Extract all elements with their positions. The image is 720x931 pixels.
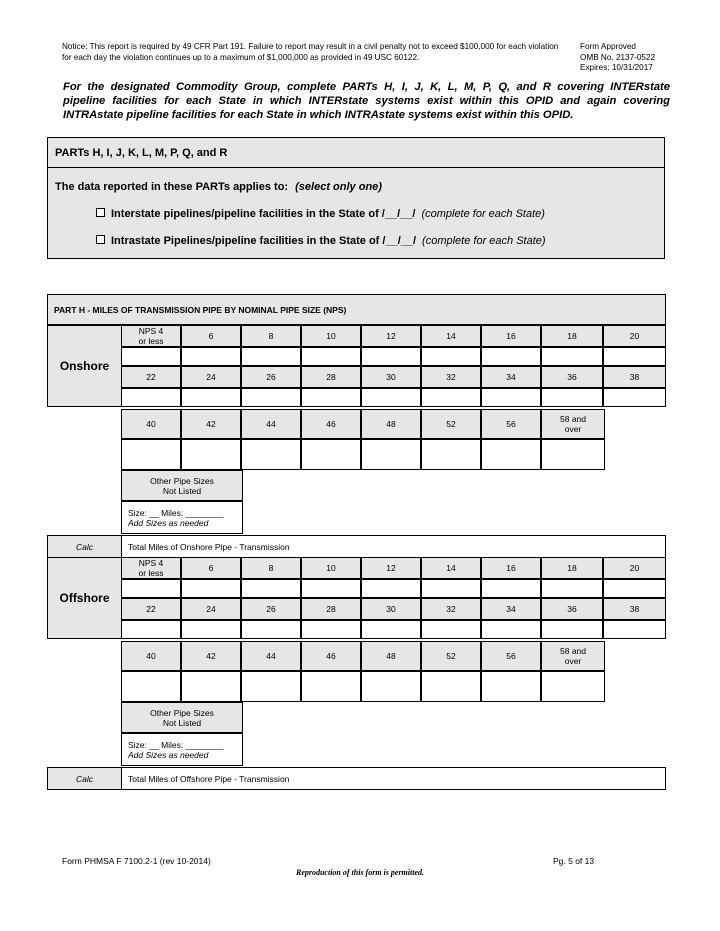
offshore-miles-input[interactable] — [481, 671, 541, 702]
offshore-miles-input[interactable] — [603, 620, 666, 639]
offshore-miles-input[interactable] — [241, 671, 301, 702]
onshore-miles-input[interactable] — [361, 347, 421, 366]
offshore-miles-input[interactable] — [421, 620, 481, 639]
page-number: Pg. 5 of 13 — [553, 856, 595, 866]
nps-size-header: 26 — [241, 598, 301, 620]
nps-size-header: 8 — [241, 557, 301, 579]
offshore-miles-input[interactable] — [421, 579, 481, 598]
onshore-miles-input[interactable] — [481, 439, 541, 470]
omb-number: OMB No. 2137-0522 — [580, 52, 656, 62]
offshore-miles-input[interactable] — [121, 620, 181, 639]
nps-size-header: 36 — [541, 366, 603, 388]
interstate-checkbox[interactable] — [96, 208, 105, 217]
nps-size-header: 48 — [361, 409, 421, 439]
nps-size-header: 14 — [421, 557, 481, 579]
nps-size-header: NPS 4 or less — [121, 325, 181, 347]
intrastate-option-hint: (complete for each State) — [422, 235, 546, 247]
onshore-miles-input[interactable] — [603, 347, 666, 366]
instruction-line: For the designated Commodity Group, complete PARTs H, I, J, K, L, M, P, Q, and R covering INTERstate — [63, 81, 670, 93]
onshore-miles-input[interactable] — [121, 388, 181, 407]
nps-size-header: 46 — [301, 641, 361, 671]
offshore-miles-input[interactable] — [541, 579, 603, 598]
onshore-miles-input[interactable] — [301, 347, 361, 366]
nps-size-header: 28 — [301, 366, 361, 388]
nps-size-header: 36 — [541, 598, 603, 620]
offshore-miles-input[interactable] — [181, 671, 241, 702]
nps-size-header: 32 — [421, 366, 481, 388]
nps-size-header: 40 — [121, 409, 181, 439]
onshore-miles-input[interactable] — [181, 347, 241, 366]
onshore-miles-input[interactable] — [121, 439, 181, 470]
nps-size-header: 58 and over — [541, 641, 605, 671]
onshore-miles-input[interactable] — [541, 388, 603, 407]
offshore-miles-input[interactable] — [361, 620, 421, 639]
nps-size-header: 20 — [603, 557, 666, 579]
nps-size-header: 38 — [603, 366, 666, 388]
nps-size-header: 20 — [603, 325, 666, 347]
onshore-miles-input[interactable] — [421, 439, 481, 470]
onshore-miles-input[interactable] — [361, 388, 421, 407]
nps-size-header: 40 — [121, 641, 181, 671]
nps-size-header: 16 — [481, 325, 541, 347]
nps-size-header: 34 — [481, 366, 541, 388]
onshore-label: Onshore — [47, 325, 122, 407]
onshore-miles-input[interactable] — [241, 347, 301, 366]
offshore-total-miles[interactable]: Total Miles of Offshore Pipe - Transmission — [121, 767, 666, 790]
nps-size-header: 14 — [421, 325, 481, 347]
nps-size-header: 58 and over — [541, 409, 605, 439]
nps-size-header: 16 — [481, 557, 541, 579]
nps-size-header: 12 — [361, 557, 421, 579]
instruction-line: INTRAstate pipeline facilities for each State in which INTRAstate systems exist within this OPID. — [63, 109, 574, 121]
nps-size-header: 48 — [361, 641, 421, 671]
nps-size-header: 46 — [301, 409, 361, 439]
applies-to-line — [55, 181, 382, 193]
nps-size-header: 56 — [481, 641, 541, 671]
other-pipe-sizes-label: Other Pipe Sizes Not Listed — [121, 470, 243, 501]
nps-size-header: 6 — [181, 557, 241, 579]
onshore-miles-input[interactable] — [421, 347, 481, 366]
offshore-miles-input[interactable] — [481, 620, 541, 639]
calc-label: Calc — [47, 535, 122, 558]
offshore-miles-input[interactable] — [181, 620, 241, 639]
omb-approval — [580, 42, 690, 74]
onshore-miles-input[interactable] — [181, 439, 241, 470]
size-miles-field: Size: __ Miles: ________ — [128, 739, 224, 750]
onshore-total-miles[interactable]: Total Miles of Onshore Pipe - Transmission — [121, 535, 666, 558]
offshore-miles-input[interactable] — [361, 579, 421, 598]
nps-size-header: 52 — [421, 409, 481, 439]
notice-text — [62, 42, 572, 63]
offshore-miles-input[interactable] — [603, 579, 666, 598]
intrastate-option-label: Intrastate Pipelines/pipeline facilities in the State of /__/__/ — [111, 235, 417, 247]
onshore-miles-input[interactable] — [481, 347, 541, 366]
nps-size-header: 18 — [541, 557, 603, 579]
applies-to-label: The data reported in these PARTs applies to: — [55, 181, 289, 193]
offshore-label: Offshore — [47, 557, 122, 639]
onshore-miles-input[interactable] — [181, 388, 241, 407]
onshore-miles-input[interactable] — [541, 439, 605, 470]
nps-size-header: 6 — [181, 325, 241, 347]
nps-size-header: 24 — [181, 598, 241, 620]
nps-size-header: 56 — [481, 409, 541, 439]
nps-size-header: 44 — [241, 409, 301, 439]
instructions — [63, 80, 670, 122]
offshore-miles-input[interactable] — [481, 579, 541, 598]
interstate-option-hint: (complete for each State) — [421, 208, 545, 220]
offshore-miles-input[interactable] — [121, 671, 181, 702]
nps-size-header: 44 — [241, 641, 301, 671]
form-id: Form PHMSA F 7100.2-1 (rev 10-2014) — [62, 856, 211, 866]
nps-size-header: 22 — [121, 366, 181, 388]
offshore-miles-input[interactable] — [541, 620, 603, 639]
intrastate-checkbox[interactable] — [96, 235, 105, 244]
other-pipe-sizes-label: Other Pipe Sizes Not Listed — [121, 702, 243, 733]
applies-to-hint: (select only one) — [295, 181, 382, 193]
add-sizes-note: Add Sizes as needed — [128, 517, 209, 528]
nps-size-header: NPS 4 or less — [121, 557, 181, 579]
onshore-miles-input[interactable] — [481, 388, 541, 407]
offshore-miles-input[interactable] — [241, 620, 301, 639]
offshore-miles-input[interactable] — [301, 579, 361, 598]
nps-size-header: 28 — [301, 598, 361, 620]
nps-size-header: 38 — [603, 598, 666, 620]
nps-size-header: 42 — [181, 409, 241, 439]
size-miles-field: Size: __ Miles: ________ — [128, 507, 224, 518]
offshore-miles-input[interactable] — [361, 671, 421, 702]
nps-size-header: 34 — [481, 598, 541, 620]
expiration-date: Expires: 10/31/2017 — [580, 63, 653, 72]
nps-size-header: 30 — [361, 598, 421, 620]
onshore-miles-input[interactable] — [121, 347, 181, 366]
nps-size-header: 12 — [361, 325, 421, 347]
nps-size-header: 8 — [241, 325, 301, 347]
nps-size-header: 42 — [181, 641, 241, 671]
notice-line-2: for each day the violation continues up to a maximum of $1,000,000 as provided in 49 USC 60122. — [62, 52, 420, 62]
nps-size-header: 10 — [301, 325, 361, 347]
parts-selection-box — [47, 137, 665, 259]
interstate-option[interactable] — [96, 208, 545, 220]
nps-size-header: 26 — [241, 366, 301, 388]
nps-size-header: 32 — [421, 598, 481, 620]
part-h-title: PART H - MILES OF TRANSMISSION PIPE BY NOMINAL PIPE SIZE (NPS) — [47, 294, 666, 325]
offshore-miles-input[interactable] — [301, 671, 361, 702]
offshore-miles-input[interactable] — [421, 671, 481, 702]
intrastate-option[interactable] — [96, 235, 546, 247]
offshore-miles-input[interactable] — [541, 671, 605, 702]
offshore-other-sizes-input[interactable] — [121, 733, 243, 766]
onshore-miles-input[interactable] — [421, 388, 481, 407]
calc-label: Calc — [47, 767, 122, 790]
onshore-miles-input[interactable] — [361, 439, 421, 470]
form-approved: Form Approved — [580, 42, 636, 51]
nps-size-header: 22 — [121, 598, 181, 620]
nps-size-header: 30 — [361, 366, 421, 388]
offshore-miles-input[interactable] — [181, 579, 241, 598]
parts-box-title: PARTs H, I, J, K, L, M, P, Q, and R — [48, 138, 664, 168]
onshore-miles-input[interactable] — [301, 439, 361, 470]
reproduction-note: Reproduction of this form is permitted. — [295, 868, 424, 877]
instruction-line: pipeline facilities for each State in which INTERstate systems exist within this OPID and again covering — [63, 95, 670, 107]
nps-size-header: 10 — [301, 557, 361, 579]
offshore-miles-input[interactable] — [241, 579, 301, 598]
notice-line-1: Notice: This report is required by 49 CFR Part 191. Failure to report may result in a civil penalty not to exceed $100,000 for each violation — [62, 42, 559, 51]
nps-size-header: 18 — [541, 325, 603, 347]
onshore-miles-input[interactable] — [241, 388, 301, 407]
nps-size-header: 52 — [421, 641, 481, 671]
offshore-miles-input[interactable] — [121, 579, 181, 598]
onshore-other-sizes-input[interactable] — [121, 501, 243, 534]
offshore-miles-input[interactable] — [301, 620, 361, 639]
nps-size-header: 24 — [181, 366, 241, 388]
onshore-miles-input[interactable] — [301, 388, 361, 407]
add-sizes-note: Add Sizes as needed — [128, 749, 209, 760]
interstate-option-label: Interstate pipelines/pipeline facilities in the State of /__/__/ — [111, 208, 416, 220]
onshore-miles-input[interactable] — [603, 388, 666, 407]
onshore-miles-input[interactable] — [241, 439, 301, 470]
onshore-miles-input[interactable] — [541, 347, 603, 366]
